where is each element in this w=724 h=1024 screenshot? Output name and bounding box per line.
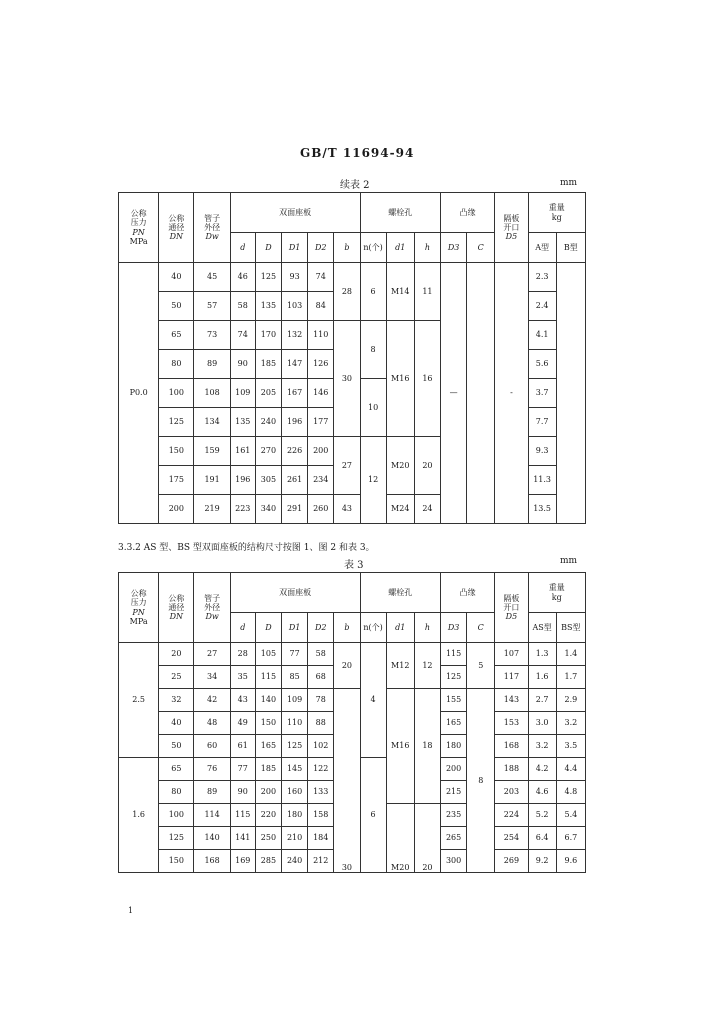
cell-D2: 184 (308, 827, 334, 850)
cell-D: 170 (255, 321, 281, 350)
cell-weight-as: 6.4 (528, 827, 556, 850)
cell-D2: 68 (308, 666, 334, 689)
table3-caption: 表 3 (344, 560, 364, 571)
cell-n: 12 (360, 437, 386, 524)
dn-header: 公称 通径 DN (159, 573, 194, 643)
cell-dn: 50 (159, 292, 194, 321)
cell-dn: 40 (159, 263, 194, 292)
col-d1: d1 (386, 233, 414, 263)
cell-weight-bs: 4.8 (556, 781, 585, 804)
cell-dw: 108 (194, 379, 230, 408)
table2-unit: mm (560, 178, 578, 188)
cell-dw: 76 (194, 758, 230, 781)
cell-n: 6 (360, 263, 386, 321)
cell-D1: 291 (282, 495, 308, 524)
cell-dn: 150 (159, 850, 194, 873)
col-C: C (467, 613, 495, 643)
cell-d: 115 (230, 804, 255, 827)
page-mark: 1 (128, 906, 134, 915)
cell-D1: 180 (282, 804, 308, 827)
cell-D3: 300 (441, 850, 467, 873)
cell-weight-a: 4.1 (528, 321, 556, 350)
hex-group-header: 凸缘 (441, 573, 495, 613)
cell-D: 165 (255, 735, 281, 758)
cell-d: 141 (230, 827, 255, 850)
cell-D2: 126 (308, 350, 334, 379)
cell-D: 340 (255, 495, 281, 524)
cell-D2: 102 (308, 735, 334, 758)
cell-D: 240 (255, 408, 281, 437)
cell-dw: 27 (194, 643, 230, 666)
cell-d: 161 (230, 437, 255, 466)
col-b: b (334, 613, 360, 643)
col-d1: d1 (386, 613, 414, 643)
pipe-od-header: 管子 外径 Dw (194, 573, 230, 643)
col-n: n(个) (360, 613, 386, 643)
cell-D3: 180 (441, 735, 467, 758)
cell-weight-a: 5.6 (528, 350, 556, 379)
cell-d: 74 (230, 321, 255, 350)
cell-d: 223 (230, 495, 255, 524)
bolt-group-header: 螺栓孔 (360, 193, 441, 233)
cell-D1: 93 (282, 263, 308, 292)
cell-d: 109 (230, 379, 255, 408)
cell-d: 90 (230, 781, 255, 804)
cell-D2: 58 (308, 643, 334, 666)
col-weight-a: A型 (528, 233, 556, 263)
col-weight-bs: BS型 (556, 613, 585, 643)
cell-D3: 200 (441, 758, 467, 781)
cell-C: 8 (467, 689, 495, 873)
cell-bolt: M20 (386, 804, 414, 873)
cell-weight-bs: 4.4 (556, 758, 585, 781)
cell-dn: 20 (159, 643, 194, 666)
cell-bolt: M12 (386, 643, 414, 689)
cell-D: 185 (255, 350, 281, 379)
cell-D1: 77 (282, 643, 308, 666)
col-d: d (230, 613, 255, 643)
col-D2: D2 (308, 233, 334, 263)
cell-weight-bs: 3.5 (556, 735, 585, 758)
cell-bolt: M14 (386, 263, 414, 321)
cell-D3: 165 (441, 712, 467, 735)
cell-b: 20 (334, 643, 360, 689)
flange-group-header: 双面座板 (230, 573, 360, 613)
cell-b: 30 (334, 321, 360, 437)
cell-D2: 212 (308, 850, 334, 873)
cell-D2: 84 (308, 292, 334, 321)
cell-D1: 145 (282, 758, 308, 781)
pn-value: 1.6 (119, 758, 159, 873)
table3 (118, 572, 586, 873)
cell-dn: 80 (159, 781, 194, 804)
col-h: h (414, 233, 440, 263)
cell-b: 30 (334, 689, 360, 873)
pn-value: P0.0 (119, 263, 159, 524)
pn-value: 2.5 (119, 643, 159, 758)
cell-h: 12 (414, 643, 440, 689)
cell-D5: 269 (495, 850, 528, 873)
cell-weight-bs: 9.6 (556, 850, 585, 873)
cell-d: 35 (230, 666, 255, 689)
cell-d: 46 (230, 263, 255, 292)
cell-D1: 132 (282, 321, 308, 350)
cell-n: 6 (360, 758, 386, 873)
cell-dw: 191 (194, 466, 230, 495)
cell-bolt: M16 (386, 689, 414, 804)
cell-D: 270 (255, 437, 281, 466)
cell-D: 200 (255, 781, 281, 804)
cell-d: 169 (230, 850, 255, 873)
col-h: h (414, 613, 440, 643)
cell-D2: 133 (308, 781, 334, 804)
orifice-header: 隔板 开口 D5 (495, 573, 528, 643)
cell-weight-b-empty (556, 263, 585, 524)
cell-d3-dash: — (441, 263, 467, 524)
cell-D: 185 (255, 758, 281, 781)
section-note: 3.3.2 AS 型、BS 型双面座板的结构尺寸按图 1、图 2 和表 3。 (118, 543, 375, 553)
cell-weight-a: 9.3 (528, 437, 556, 466)
cell-dn: 65 (159, 321, 194, 350)
cell-weight-as: 4.6 (528, 781, 556, 804)
cell-dn: 40 (159, 712, 194, 735)
cell-bolt: M20 (386, 437, 414, 495)
cell-D: 140 (255, 689, 281, 712)
cell-dn: 80 (159, 350, 194, 379)
cell-weight-bs: 3.2 (556, 712, 585, 735)
cell-weight-a: 2.4 (528, 292, 556, 321)
cell-h: 24 (414, 495, 440, 524)
cell-weight-bs: 1.7 (556, 666, 585, 689)
cell-dn: 150 (159, 437, 194, 466)
cell-b: 28 (334, 263, 360, 321)
cell-b: 43 (334, 495, 360, 524)
cell-D3: 125 (441, 666, 467, 689)
cell-D1: 109 (282, 689, 308, 712)
cell-n: 10 (360, 379, 386, 437)
pn-header: 公称 压力 PN MPa (119, 573, 159, 643)
cell-dn: 125 (159, 408, 194, 437)
cell-D1: 160 (282, 781, 308, 804)
cell-D2: 177 (308, 408, 334, 437)
cell-D2: 78 (308, 689, 334, 712)
cell-D: 285 (255, 850, 281, 873)
cell-dw: 60 (194, 735, 230, 758)
cell-D2: 158 (308, 804, 334, 827)
col-D3: D3 (441, 233, 467, 263)
cell-d: 90 (230, 350, 255, 379)
cell-D2: 200 (308, 437, 334, 466)
cell-D: 105 (255, 643, 281, 666)
cell-D: 115 (255, 666, 281, 689)
cell-c-empty (467, 263, 495, 524)
cell-dw: 48 (194, 712, 230, 735)
cell-h: 11 (414, 263, 440, 321)
cell-D2: 260 (308, 495, 334, 524)
cell-dw: 89 (194, 781, 230, 804)
cell-d: 196 (230, 466, 255, 495)
cell-weight-a: 2.3 (528, 263, 556, 292)
cell-D5: 143 (495, 689, 528, 712)
cell-D5: 153 (495, 712, 528, 735)
cell-dn: 65 (159, 758, 194, 781)
table3-unit: mm (560, 556, 578, 566)
cell-dn: 50 (159, 735, 194, 758)
col-d: d (230, 233, 255, 263)
cell-dn: 100 (159, 804, 194, 827)
cell-D3: 215 (441, 781, 467, 804)
cell-weight-as: 1.6 (528, 666, 556, 689)
cell-D5: 224 (495, 804, 528, 827)
cell-weight-a: 7.7 (528, 408, 556, 437)
cell-dn: 32 (159, 689, 194, 712)
cell-dw: 34 (194, 666, 230, 689)
cell-dw: 140 (194, 827, 230, 850)
weight-group-header: 重量 kg (528, 573, 585, 613)
col-C: C (467, 233, 495, 263)
cell-weight-a: 3.7 (528, 379, 556, 408)
cell-weight-as: 5.2 (528, 804, 556, 827)
cell-dw: 168 (194, 850, 230, 873)
cell-D5: 107 (495, 643, 528, 666)
cell-bolt: M16 (386, 321, 414, 437)
table-row (119, 689, 586, 712)
cell-D2: 74 (308, 263, 334, 292)
cell-d5-dash: - (495, 263, 528, 524)
cell-weight-a: 11.3 (528, 466, 556, 495)
cell-b: 27 (334, 437, 360, 495)
cell-D3: 265 (441, 827, 467, 850)
col-weight-as: AS型 (528, 613, 556, 643)
col-D1: D1 (282, 233, 308, 263)
bolt-group-header: 螺栓孔 (360, 573, 441, 613)
cell-D2: 234 (308, 466, 334, 495)
cell-D3: 155 (441, 689, 467, 712)
cell-d: 77 (230, 758, 255, 781)
cell-dw: 73 (194, 321, 230, 350)
cell-D1: 103 (282, 292, 308, 321)
cell-D1: 110 (282, 712, 308, 735)
cell-h: 20 (414, 437, 440, 495)
cell-D1: 226 (282, 437, 308, 466)
table2-caption: 续表 2 (340, 180, 370, 191)
table2 (118, 192, 586, 524)
cell-d: 49 (230, 712, 255, 735)
cell-D: 125 (255, 263, 281, 292)
cell-C: 5 (467, 643, 495, 689)
dn-header: 公称 通径 DN (159, 193, 194, 263)
cell-dw: 134 (194, 408, 230, 437)
cell-dn: 25 (159, 666, 194, 689)
cell-D5: 203 (495, 781, 528, 804)
table-row (119, 643, 586, 666)
cell-D: 220 (255, 804, 281, 827)
cell-D5: 188 (495, 758, 528, 781)
cell-D3: 115 (441, 643, 467, 666)
cell-D5: 254 (495, 827, 528, 850)
cell-dw: 159 (194, 437, 230, 466)
cell-dn: 175 (159, 466, 194, 495)
cell-weight-as: 1.3 (528, 643, 556, 666)
cell-weight-as: 2.7 (528, 689, 556, 712)
flange-group-header: 双面座板 (230, 193, 360, 233)
cell-d: 135 (230, 408, 255, 437)
cell-D1: 240 (282, 850, 308, 873)
cell-weight-bs: 6.7 (556, 827, 585, 850)
cell-D1: 125 (282, 735, 308, 758)
cell-d: 28 (230, 643, 255, 666)
cell-D: 205 (255, 379, 281, 408)
cell-n: 8 (360, 321, 386, 379)
cell-dw: 57 (194, 292, 230, 321)
cell-d: 58 (230, 292, 255, 321)
cell-weight-a: 13.5 (528, 495, 556, 524)
standard-number: GB/T 11694-94 (300, 146, 415, 160)
cell-dw: 114 (194, 804, 230, 827)
weight-group-header: 重量 kg (528, 193, 585, 233)
cell-D2: 88 (308, 712, 334, 735)
cell-D: 250 (255, 827, 281, 850)
col-b: b (334, 233, 360, 263)
cell-D: 135 (255, 292, 281, 321)
cell-h: 20 (414, 804, 440, 873)
cell-weight-as: 4.2 (528, 758, 556, 781)
cell-dn: 100 (159, 379, 194, 408)
cell-D3: 235 (441, 804, 467, 827)
cell-D1: 167 (282, 379, 308, 408)
cell-weight-bs: 1.4 (556, 643, 585, 666)
col-D1: D1 (282, 613, 308, 643)
cell-D5: 117 (495, 666, 528, 689)
cell-D2: 146 (308, 379, 334, 408)
cell-h: 18 (414, 689, 440, 804)
col-D3: D3 (441, 613, 467, 643)
cell-dw: 89 (194, 350, 230, 379)
cell-h: 16 (414, 321, 440, 437)
hex-group-header: 凸缘 (441, 193, 495, 233)
cell-dw: 42 (194, 689, 230, 712)
pipe-od-header: 管子 外径 Dw (194, 193, 230, 263)
cell-D: 150 (255, 712, 281, 735)
cell-weight-as: 3.2 (528, 735, 556, 758)
cell-D1: 147 (282, 350, 308, 379)
col-D2: D2 (308, 613, 334, 643)
cell-weight-bs: 5.4 (556, 804, 585, 827)
cell-dn: 200 (159, 495, 194, 524)
col-weight-b: B型 (556, 233, 585, 263)
cell-D5: 168 (495, 735, 528, 758)
cell-D2: 122 (308, 758, 334, 781)
cell-weight-bs: 2.9 (556, 689, 585, 712)
cell-D1: 210 (282, 827, 308, 850)
cell-n: 4 (360, 643, 386, 758)
cell-D1: 85 (282, 666, 308, 689)
col-D: D (255, 613, 281, 643)
cell-D2: 110 (308, 321, 334, 350)
table-row (119, 263, 586, 292)
cell-dw: 45 (194, 263, 230, 292)
cell-D: 305 (255, 466, 281, 495)
cell-dw: 219 (194, 495, 230, 524)
cell-d: 43 (230, 689, 255, 712)
orifice-header: 隔板 开口 D5 (495, 193, 528, 263)
cell-d: 61 (230, 735, 255, 758)
cell-D1: 196 (282, 408, 308, 437)
col-n: n(个) (360, 233, 386, 263)
cell-dn: 125 (159, 827, 194, 850)
cell-D1: 261 (282, 466, 308, 495)
cell-weight-as: 9.2 (528, 850, 556, 873)
pn-header: 公称 压力 PN MPa (119, 193, 159, 263)
cell-weight-as: 3.0 (528, 712, 556, 735)
cell-bolt: M24 (386, 495, 414, 524)
col-D: D (255, 233, 281, 263)
